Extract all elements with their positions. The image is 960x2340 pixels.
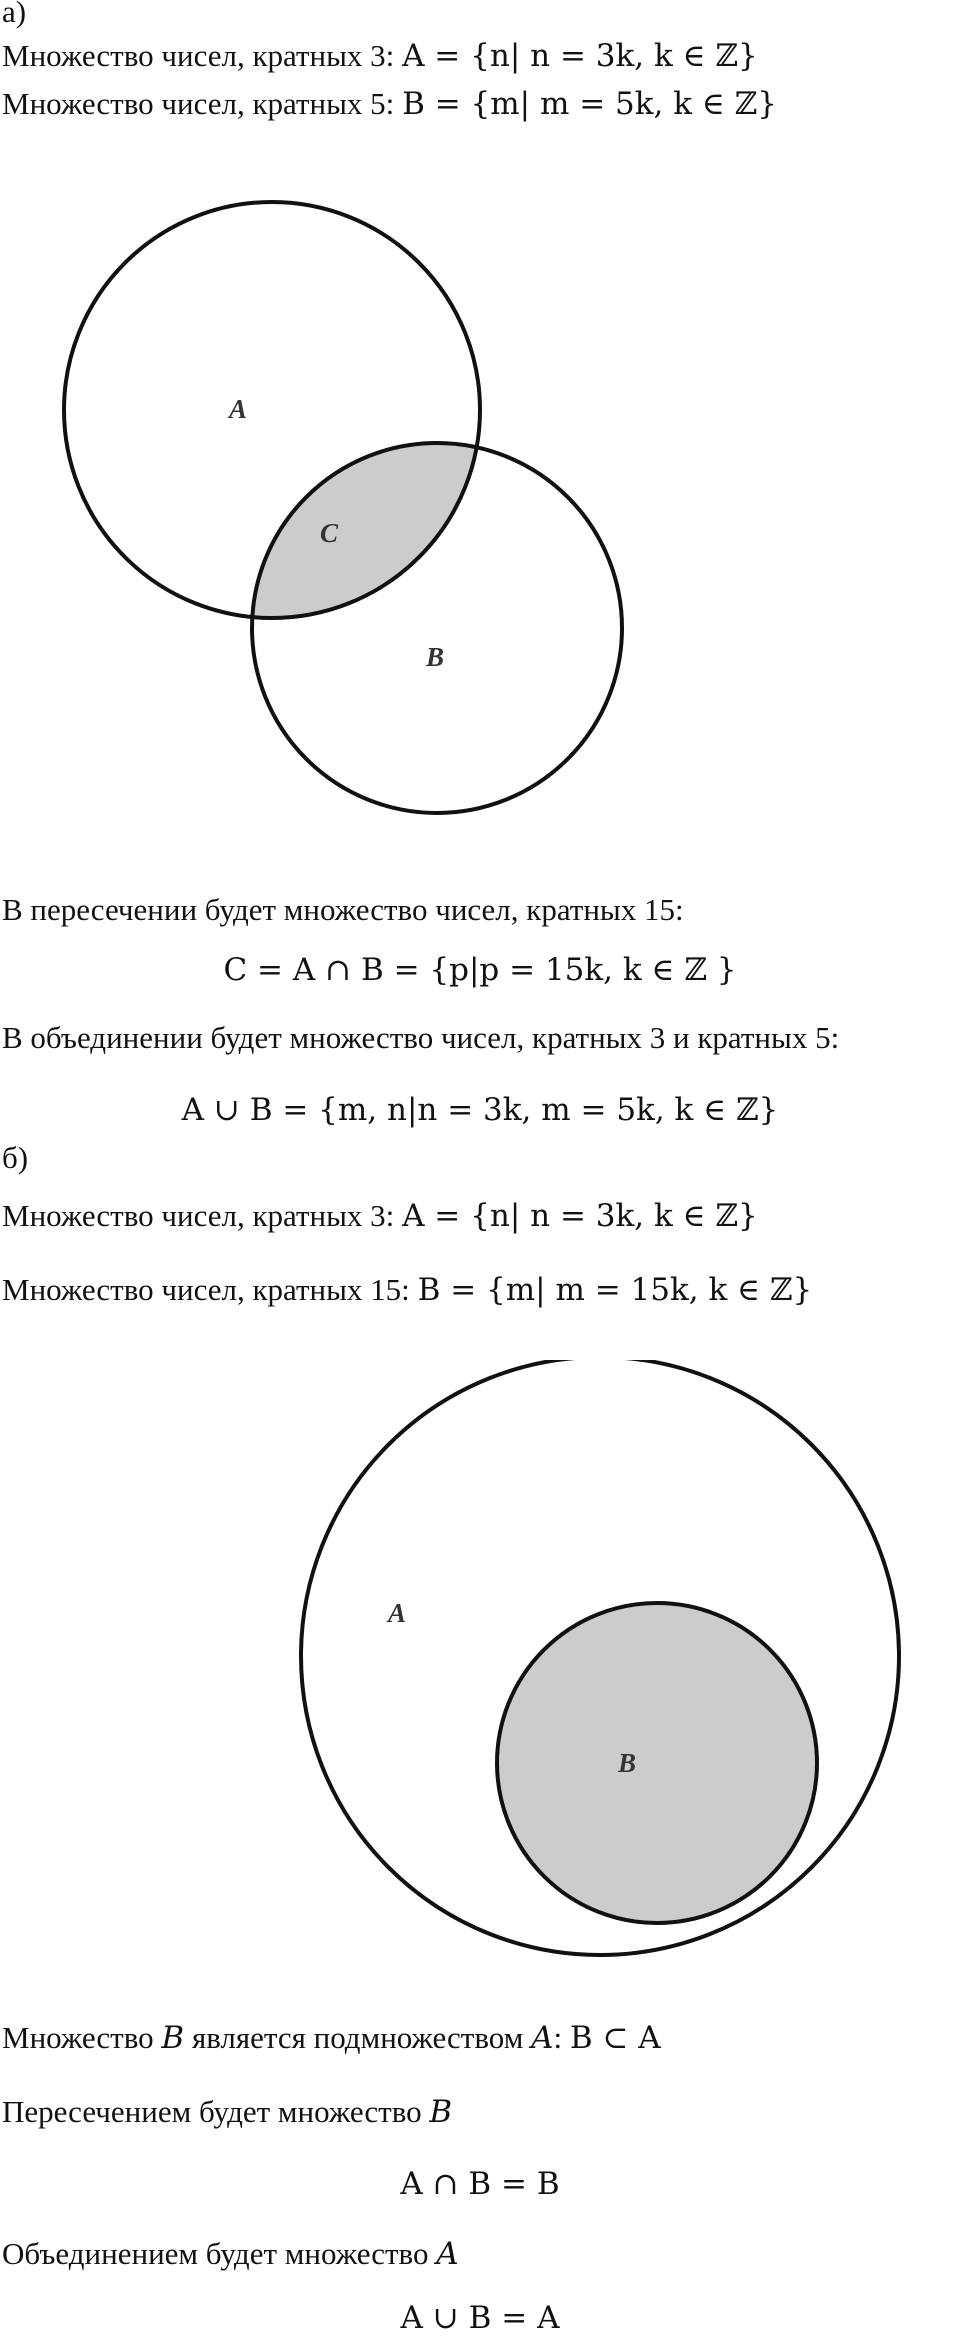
union-text: Объединением будет множество xyxy=(2,2236,437,2271)
part-b-set-a-line xyxy=(2,1198,758,1234)
subset-text-3: : xyxy=(553,2020,570,2055)
set-a-description: Множество чисел, кратных 3: xyxy=(2,1198,403,1233)
part-b-union-formula: A ∪ B = A xyxy=(400,2300,560,2336)
subset-text-2: является подмножеством xyxy=(184,2020,532,2055)
set-b-description: Множество чисел, кратных 15: xyxy=(2,1272,418,1307)
circle-b-subset xyxy=(497,1603,817,1923)
label-b: B xyxy=(426,642,445,672)
part-b-intersection-line xyxy=(2,2094,452,2130)
venn-diagram-a xyxy=(0,200,960,830)
part-b-set-b-line xyxy=(2,1272,812,1308)
venn-diagram-b xyxy=(0,1360,960,1960)
part-a-heading: а) xyxy=(2,0,27,29)
part-a-set-a-line xyxy=(2,38,758,74)
label-c: C xyxy=(320,518,339,548)
part-a-union-formula: A ∪ B = {m, n|n = 3k, m = 5k, k ∈ ℤ} xyxy=(181,1092,779,1128)
part-a-union-text: В объединении будет множество чисел, кратных 3 и кратных 5: xyxy=(2,1020,840,1055)
label-a: A xyxy=(229,394,248,424)
label-a: A xyxy=(388,1598,407,1628)
part-b-union-line xyxy=(2,2236,459,2272)
subset-var-a: A xyxy=(531,2020,554,2056)
set-a-formula: A = {n| n = 3k, k ∈ ℤ} xyxy=(402,1198,758,1234)
intersection-text: Пересечением будет множество xyxy=(2,2094,430,2129)
subset-text-1: Множество xyxy=(2,2020,162,2055)
part-a-intersection-formula: C = A ∩ B = {p|p = 15k, k ∈ ℤ } xyxy=(223,952,737,988)
part-a-set-b-line xyxy=(2,86,777,122)
part-b-intersection-formula: A ∩ B = B xyxy=(400,2166,560,2202)
subset-formula: B ⊂ A xyxy=(569,2020,661,2056)
part-b-subset-line xyxy=(2,2020,661,2056)
part-a-intersection-text: В пересечении будет множество чисел, кратных 15: xyxy=(2,892,684,927)
part-b-heading: б) xyxy=(2,1140,29,1175)
intersection-var: B xyxy=(429,2094,453,2130)
label-b: B xyxy=(618,1748,637,1778)
set-a-description: Множество чисел, кратных 3: xyxy=(2,38,403,73)
set-b-formula: B = {m| m = 5k, k ∈ ℤ} xyxy=(402,86,778,122)
subset-var-b: B xyxy=(161,2020,185,2056)
set-a-formula: A = {n| n = 3k, k ∈ ℤ} xyxy=(402,38,758,74)
union-var: A xyxy=(436,2236,459,2272)
set-b-description: Множество чисел, кратных 5: xyxy=(2,86,403,121)
set-b-formula: B = {m| m = 15k, k ∈ ℤ} xyxy=(417,1272,813,1308)
